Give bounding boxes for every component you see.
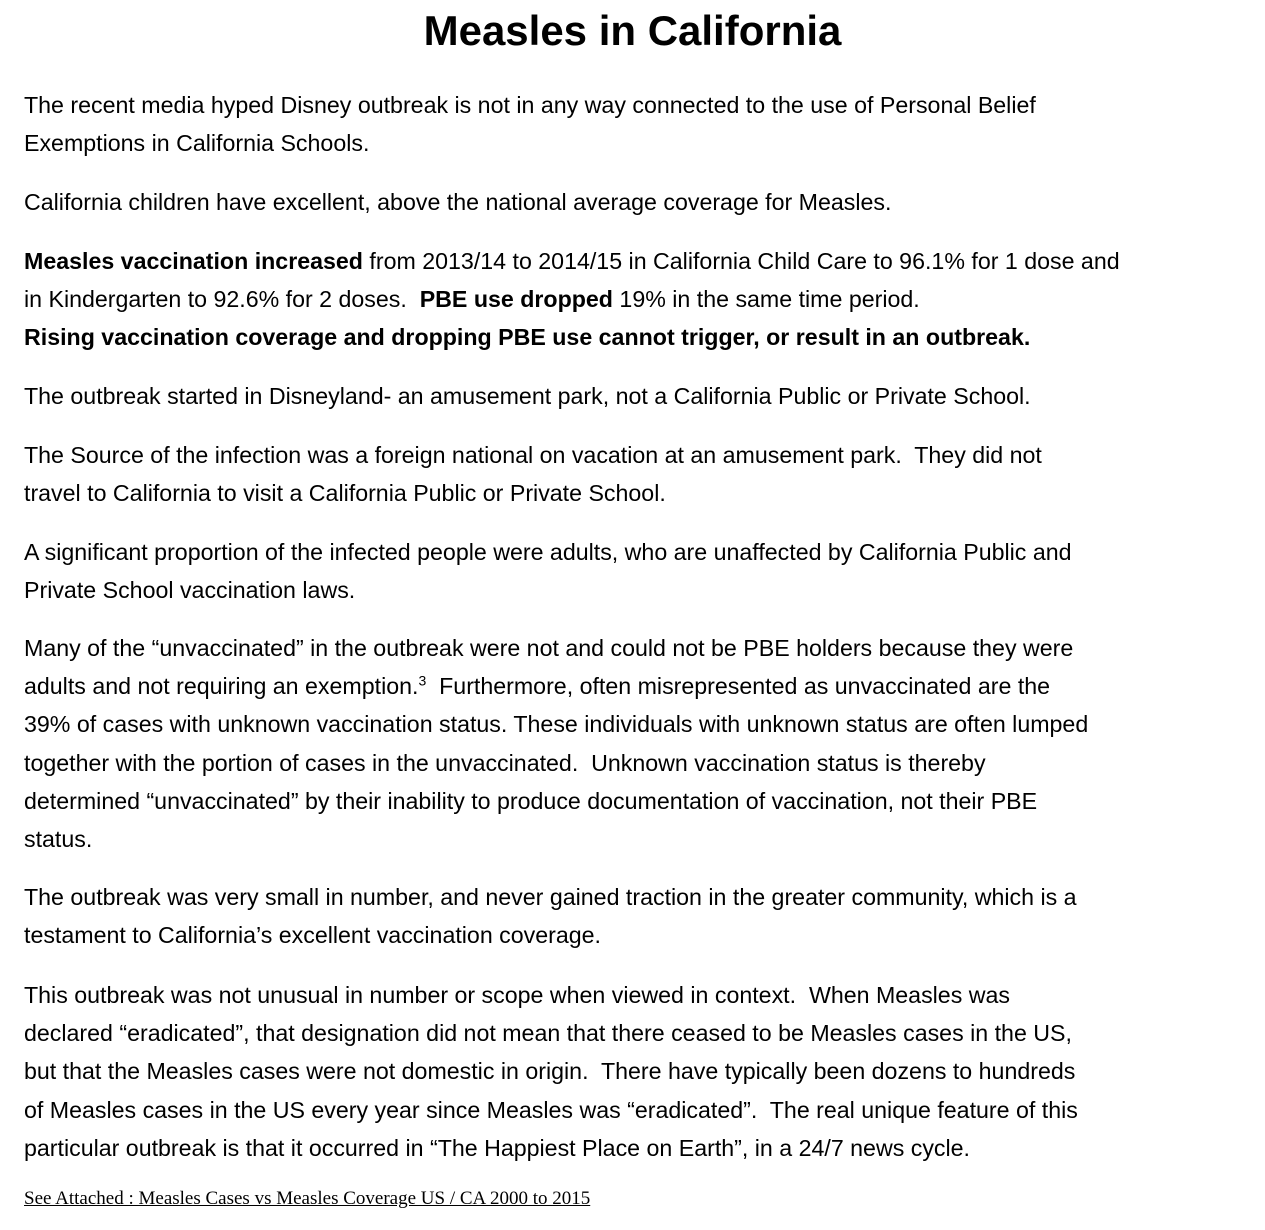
paragraph-adults — [24, 533, 1254, 609]
text-line: 39% of cases with unknown vaccination status. These individuals with unknown status are often lumped — [24, 711, 1089, 738]
text-run: from 2013/14 to 2014/15 in California Child Care to 96.1% for 1 dose and — [362, 248, 1120, 274]
text-line — [24, 242, 1254, 280]
text-line: A significant proportion of the infected people were adults, who are unaffected by California Public and — [24, 539, 1072, 565]
text-line: determined “unvaccinated” by their inability to produce documentation of vaccination, not their PBE — [24, 787, 1038, 814]
paragraph-vaccination-increase — [24, 242, 1254, 357]
text-line — [24, 667, 1254, 705]
text-line: but that the Measles cases were not domestic in origin. There have typically been dozens to hundreds — [24, 1058, 1076, 1085]
text-line: travel to California to visit a California Public or Private School. — [24, 480, 666, 507]
text-line: of Measles cases in the US every year since Measles was “eradicated”. The real unique feature of this — [24, 1096, 1078, 1123]
text-line: Many of the “unvaccinated” in the outbreak were not and could not be PBE holders because they were — [24, 635, 1074, 661]
text-line: particular outbreak is that it occurred in “The Happiest Place on Earth”, in a 24/7 news cycle. — [24, 1134, 971, 1161]
footnote-marker: 3 — [418, 672, 427, 689]
text-line: declared “eradicated”, that designation did not mean that there ceased to be Measles cases in the US, — [24, 1020, 1072, 1047]
text-run: 19% in the same time period. — [612, 286, 920, 313]
text-line: together with the portion of cases in the unvaccinated. Unknown vaccination status is thereby — [24, 749, 986, 776]
text-line: The outbreak started in Disneyland- an amusement park, not a California Public or Private School. — [24, 383, 1031, 409]
text-run: Furthermore, often misrepresented as unvaccinated are the — [426, 673, 1051, 700]
paragraph-unvaccinated — [24, 629, 1254, 858]
text-run: in Kindergarten to 92.6% for 2 doses. — [24, 286, 420, 313]
bold-phrase: PBE use dropped — [419, 286, 613, 313]
paragraph-coverage — [24, 183, 1254, 221]
text-line: The recent media hyped Disney outbreak is not in any way connected to the use of Personal Belief — [24, 92, 1036, 118]
page-title: Measles in California — [423, 7, 842, 54]
paragraph-context — [24, 976, 1254, 1167]
bold-conclusion: Rising vaccination coverage and dropping PBE use cannot trigger, or result in an outbreak. — [24, 324, 1031, 351]
paragraph-source — [24, 436, 1254, 512]
text-line: The outbreak was very small in number, and never gained traction in the greater community, which is a — [24, 884, 1077, 910]
text-line — [24, 280, 1254, 318]
bold-phrase: Measles vaccination increased — [24, 248, 363, 274]
text-line: testament to California’s excellent vaccination coverage. — [24, 922, 601, 949]
text-line: status. — [24, 826, 93, 853]
see-attached-link[interactable]: See Attached : Measles Cases vs Measles Coverage US / CA 2000 to 2015 — [24, 1188, 591, 1209]
text-line: The Source of the infection was a foreign national on vacation at an amusement park. They did not — [24, 442, 1042, 468]
paragraph-small-outbreak — [24, 878, 1254, 954]
paragraph-disney-outbreak — [24, 86, 1254, 162]
paragraph-disneyland — [24, 377, 1254, 415]
text-line: This outbreak was not unusual in number or scope when viewed in context. When Measles was — [24, 982, 1010, 1008]
text-line: Private School vaccination laws. — [24, 577, 356, 604]
text-run: adults and not requiring an exemption. — [24, 673, 419, 700]
text-line: Exemptions in California Schools. — [24, 130, 370, 157]
text-line: California children have excellent, above the national average coverage for Measles. — [24, 189, 892, 215]
